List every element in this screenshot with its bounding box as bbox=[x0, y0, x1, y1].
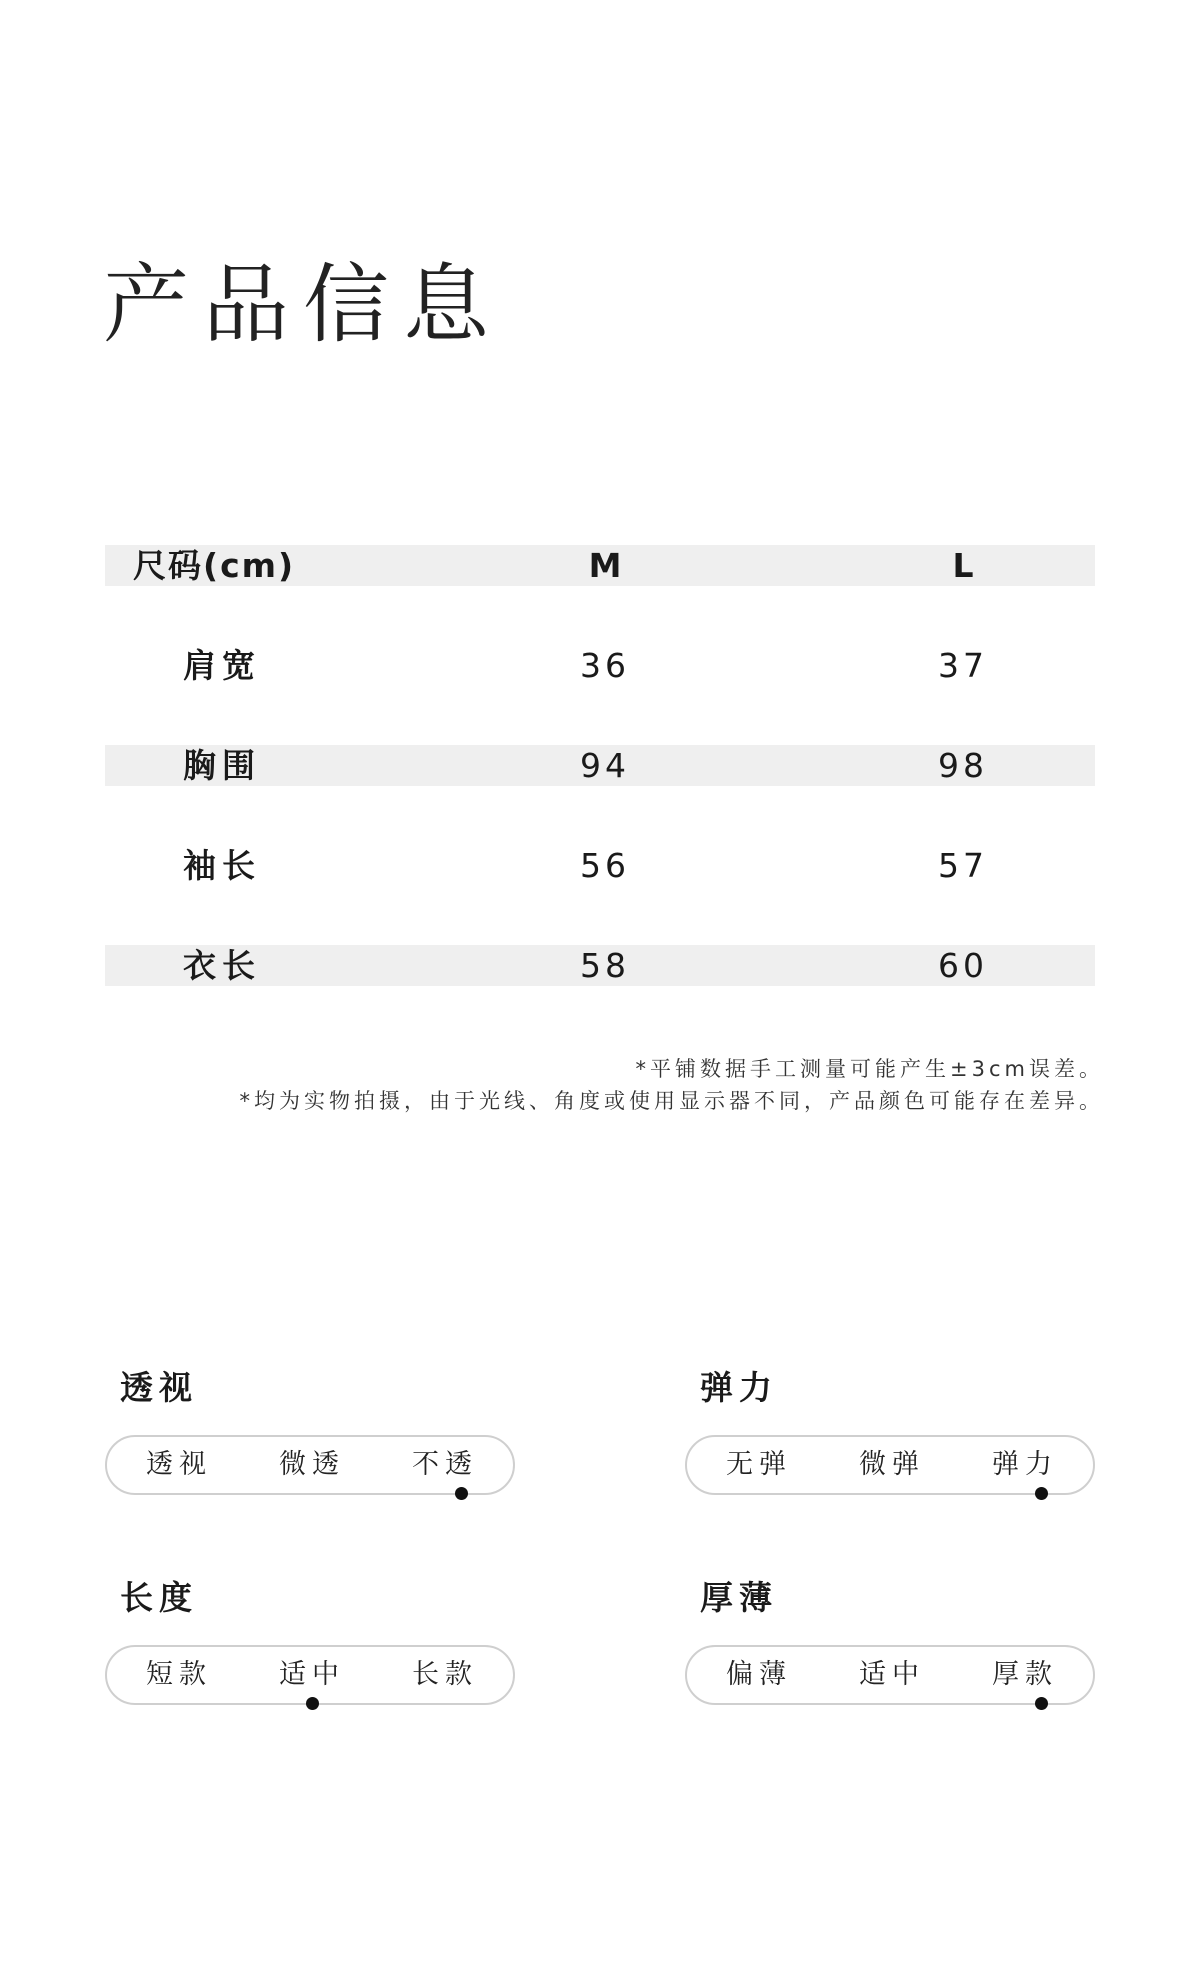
scale-option: 适中 bbox=[859, 1659, 925, 1690]
scale-option: 长款 bbox=[412, 1659, 478, 1690]
header-size-label: 尺码(cm) bbox=[133, 546, 296, 585]
scale-thickness bbox=[685, 1645, 1095, 1705]
notes bbox=[240, 1053, 1105, 1117]
scale-transparency bbox=[105, 1435, 515, 1495]
scale-indicator-dot bbox=[1035, 1487, 1048, 1500]
row-value-m: 56 bbox=[580, 846, 630, 885]
table-row bbox=[105, 745, 1095, 786]
scale-length bbox=[105, 1645, 515, 1705]
row-label-chest: 胸围 bbox=[183, 746, 261, 785]
scale-option: 无弹 bbox=[726, 1449, 792, 1480]
scale-indicator-dot bbox=[455, 1487, 468, 1500]
row-value-m: 58 bbox=[580, 946, 630, 985]
scale-option: 偏薄 bbox=[726, 1659, 792, 1690]
attr-title-transparency: 透视 bbox=[120, 1368, 198, 1407]
row-value-l: 57 bbox=[938, 846, 988, 885]
attr-title-elasticity: 弹力 bbox=[700, 1368, 778, 1407]
row-label-length: 衣长 bbox=[183, 946, 261, 985]
attr-title-length: 长度 bbox=[120, 1578, 198, 1617]
attr-title-thickness: 厚薄 bbox=[700, 1578, 778, 1617]
note-line: *均为实物拍摄，由于光线、角度或使用显示器不同，产品颜色可能存在差异。 bbox=[239, 1089, 1104, 1113]
row-value-l: 37 bbox=[938, 646, 988, 685]
scale-option: 不透 bbox=[412, 1449, 478, 1480]
note-line: *平铺数据手工测量可能产生±3cm误差。 bbox=[635, 1057, 1104, 1081]
row-value-l: 98 bbox=[938, 746, 988, 785]
row-value-m: 36 bbox=[580, 646, 630, 685]
row-label-shoulder: 肩宽 bbox=[183, 646, 261, 685]
scale-option: 厚款 bbox=[992, 1659, 1058, 1690]
table-row bbox=[105, 645, 1095, 686]
header-col-l: L bbox=[952, 546, 974, 585]
row-value-m: 94 bbox=[580, 746, 630, 785]
scale-indicator-dot bbox=[1035, 1697, 1048, 1710]
scale-elasticity bbox=[685, 1435, 1095, 1495]
scale-option: 微透 bbox=[279, 1449, 345, 1480]
header-col-m: M bbox=[588, 546, 622, 585]
size-table-header bbox=[105, 545, 1095, 586]
table-row bbox=[105, 845, 1095, 886]
row-value-l: 60 bbox=[938, 946, 988, 985]
size-table bbox=[105, 545, 1095, 986]
scale-option: 透视 bbox=[146, 1449, 212, 1480]
scale-indicator-dot bbox=[306, 1697, 319, 1710]
scale-option: 短款 bbox=[146, 1659, 212, 1690]
table-row bbox=[105, 945, 1095, 986]
scale-option: 适中 bbox=[279, 1659, 345, 1690]
scale-option: 弹力 bbox=[992, 1449, 1058, 1480]
row-label-sleeve: 袖长 bbox=[183, 846, 261, 885]
scale-option: 微弹 bbox=[859, 1449, 925, 1480]
page-title: 产品信息 bbox=[103, 255, 503, 355]
